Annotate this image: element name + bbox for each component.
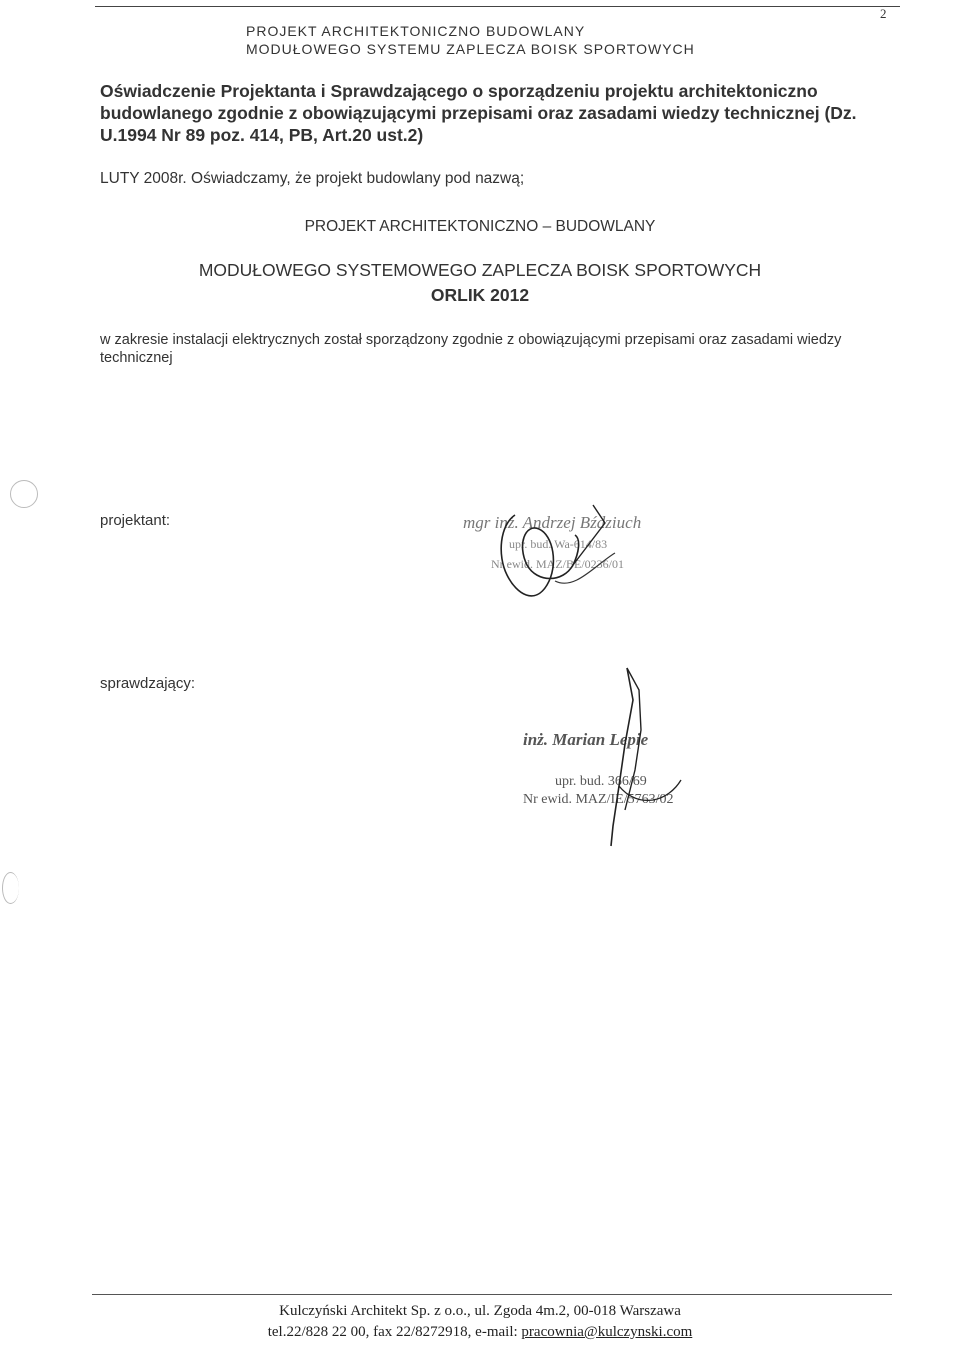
punch-hole-mark bbox=[10, 480, 38, 508]
scope-text: w zakresie instalacji elektrycznych został sporządzony zgodnie z obowiązującymi przepisami oraz zasadami wiedzy technicznej bbox=[100, 332, 842, 366]
header-line-2: MODUŁOWEGO SYSTEMU ZAPLECZA BOISK SPORTOWYCH bbox=[246, 41, 695, 57]
footer-email-link[interactable]: pracownia@kulczynski.com bbox=[521, 1324, 693, 1340]
footer-rule bbox=[92, 1294, 892, 1295]
punch-hole-mark bbox=[2, 872, 19, 904]
top-rule bbox=[95, 6, 900, 7]
project-name-line-1: PROJEKT ARCHITEKTONICZNO – BUDOWLANY bbox=[304, 218, 656, 235]
footer-company: Kulczyński Architekt Sp. z o.o., ul. Zgoda 4m.2, 00-018 Warszawa bbox=[279, 1303, 681, 1319]
designer-stamp-license: upr. bud. Wa-614/83 bbox=[509, 537, 608, 551]
designer-label: projektant: bbox=[100, 512, 171, 529]
statement-heading: Oświadczenie Projektanta i Sprawdzającego o sporządzeniu projektu architektoniczno budowlanego zgodnie z obowiązującymi przepisami oraz zasadami wiedzy technicznej (Dz. U.1994 Nr 89 poz. 414, PB, Art.20 ust.2) bbox=[100, 81, 857, 145]
header-line-1: PROJEKT ARCHITEKTONICZNO BUDOWLANY bbox=[246, 23, 586, 39]
date-line: LUTY 2008r. Oświadczamy, że projekt budowlany pod nazwą; bbox=[100, 170, 525, 187]
designer-signature bbox=[455, 495, 715, 625]
checker-stamp-license: upr. bud. 366/69 bbox=[555, 774, 647, 789]
footer-contact bbox=[0, 1324, 960, 1341]
project-name-line-2: MODUŁOWEGO SYSTEMOWEGO ZAPLECZA BOISK SPORTOWYCH bbox=[198, 260, 762, 280]
designer-stamp-registry: Nr ewid. MAZ/BE/0236/01 bbox=[491, 557, 624, 571]
checker-stamp bbox=[515, 660, 775, 850]
page-number: 2 bbox=[880, 6, 887, 21]
checker-stamp-registry: Nr ewid. MAZ/IE/5763/02 bbox=[523, 792, 674, 807]
checker-label: sprawdzający: bbox=[100, 675, 196, 692]
designer-stamp bbox=[455, 495, 715, 625]
checker-signature bbox=[515, 660, 775, 850]
checker-stamp-name: inż. Marian Lepie bbox=[523, 730, 649, 749]
project-name-line-3: ORLIK 2012 bbox=[430, 285, 530, 305]
designer-stamp-name: mgr inż. Andrzej Bździuch bbox=[463, 513, 642, 532]
footer-contact-text: tel.22/828 22 00, fax 22/8272918, e-mail: bbox=[267, 1324, 522, 1340]
